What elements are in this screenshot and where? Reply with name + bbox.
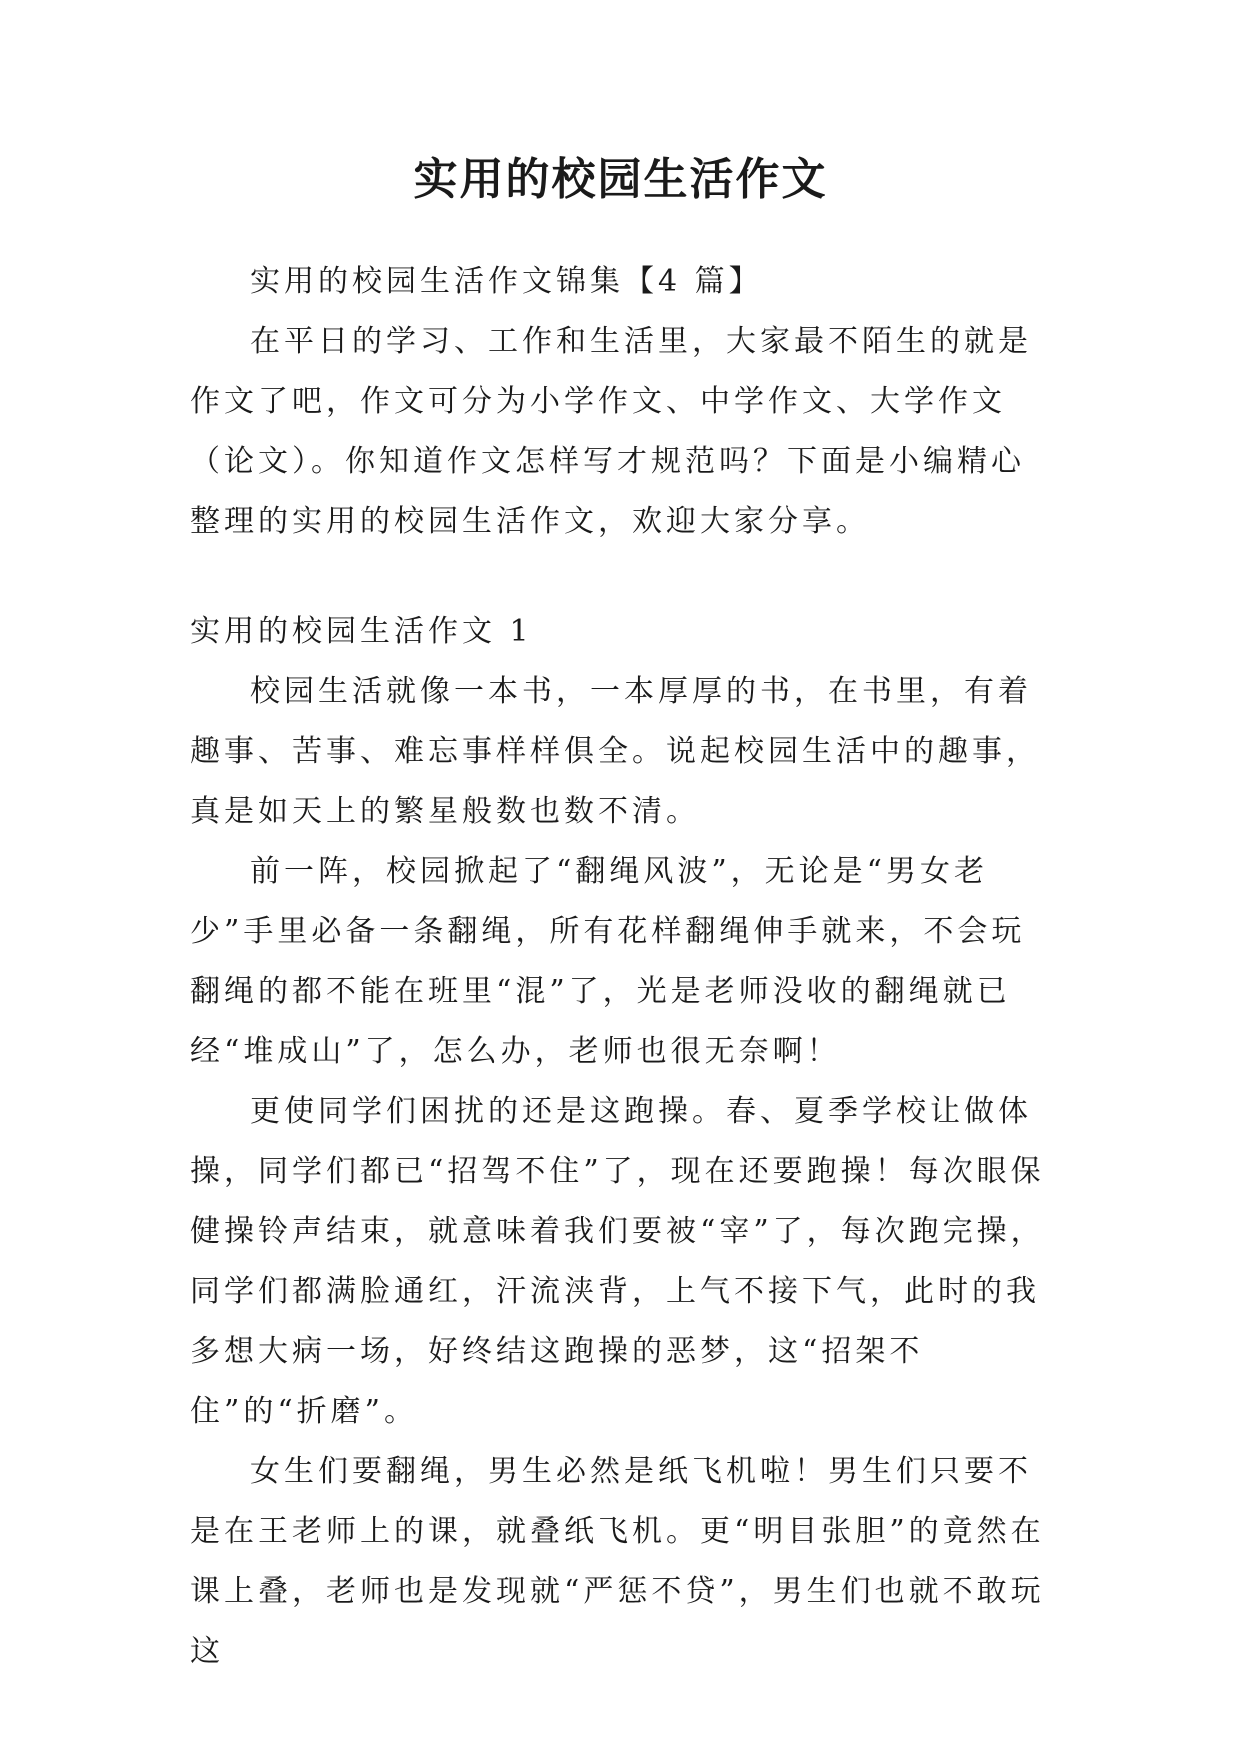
body-paragraph: 更使同学们困扰的还是这跑操。春、夏季学校让做体操，同学们都已“招驾不住”了，现在还要跑操！每次眼保健操铃声结束，就意味着我们要被“宰”了，每次跑完操，同学们都满脸通红，汗流浃背，上气不接下气，此时的我多想大病一场，好终结这跑操的恶梦，这“招架不住”的“折磨”。 [190,1094,1045,1429]
body-paragraph: 前一阵，校园掀起了“翻绳风波”，无论是“男女老少”手里必备一条翻绳，所有花样翻绳伸手就来，不会玩翻绳的都不能在班里“混”了，光是老师没收的翻绳就已经“堆成山”了，怎么办，老师也很无奈啊！ [190,854,1026,1069]
document-subtitle: 实用的校园生活作文锦集【4 篇】 [250,264,763,299]
document-title: 实用的校园生活作文 [413,154,828,205]
document-body [190,252,1050,1682]
body-paragraph: 女生们要翻绳，男生必然是纸飞机啦！男生们只要不是在王老师上的课，就叠纸飞机。更“明目张胆”的竟然在课上叠，老师也是发现就“严惩不贷”，男生们也就不敢玩这 [190,1454,1045,1669]
section-heading: 实用的校园生活作文 1 [190,614,533,649]
intro-paragraph: 在平日的学习、工作和生活里，大家最不陌生的就是作文了吧，作文可分为小学作文、中学作文、大学作文（论文）。你知道作文怎样写才规范吗？下面是小编精心整理的实用的校园生活作文，欢迎大家分享。 [190,324,1032,539]
body-paragraph: 校园生活就像一本书，一本厚厚的书，在书里，有着趣事、苦事、难忘事样样俱全。说起校园生活中的趣事，真是如天上的繁星般数也数不清。 [190,674,1040,829]
